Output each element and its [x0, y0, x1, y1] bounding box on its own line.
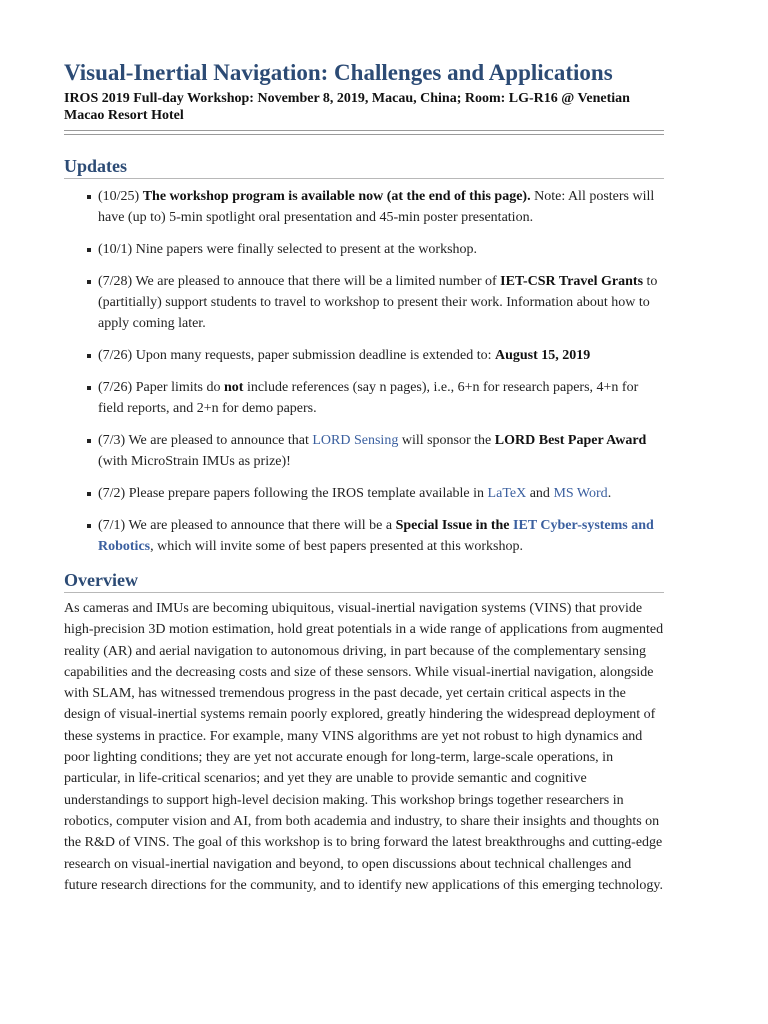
update-item: (7/1) We are pleased to announce that there will be a Special Issue in the IET Cyber-systems and Robotics, which will invite some of best papers presented at this workshop. [98, 515, 664, 557]
update-item: (7/28) We are pleased to annouce that there will be a limited number of IET-CSR Travel Grants to (partitially) support students to travel to workshop to present their work. Information about how to apply coming later. [98, 271, 664, 334]
lord-sensing-link[interactable]: LORD Sensing [312, 433, 399, 448]
bullet-icon [87, 248, 91, 252]
page-title: Visual-Inertial Navigation: Challenges and Applications [64, 60, 613, 85]
overview-heading: Overview [64, 570, 138, 590]
bullet-icon [87, 195, 91, 199]
title-divider [64, 130, 664, 135]
page-subtitle: IROS 2019 Full-day Workshop: November 8, 2019, Macau, China; Room: LG-R16 @ Venetian Macao Resort Hotel [64, 91, 630, 123]
bullet-icon [87, 524, 91, 528]
update-item: (7/2) Please prepare papers following the IROS template available in LaTeX and MS Word. [98, 483, 664, 504]
bullet-icon [87, 386, 91, 390]
update-item: (7/26) Paper limits do not include references (say n pages), i.e., 6+n for research papers, 4+n for field reports, and 2+n for demo papers. [98, 377, 664, 419]
bullet-icon [87, 492, 91, 496]
updates-list [64, 186, 664, 557]
bullet-icon [87, 280, 91, 284]
ms-word-template-link[interactable]: MS Word [553, 486, 608, 501]
bullet-icon [87, 439, 91, 443]
update-item: (10/1) Nine papers were finally selected to present at the workshop. [98, 239, 664, 260]
update-item: (10/25) The workshop program is available now (at the end of this page). Note: All posters will have (up to) 5-min spotlight oral presentation and 45-min poster presentation. [98, 186, 664, 228]
latex-template-link[interactable]: LaTeX [487, 486, 527, 501]
updates-divider [64, 178, 664, 179]
updates-heading: Updates [64, 156, 128, 176]
overview-divider [64, 592, 664, 593]
bullet-icon [87, 354, 91, 358]
overview-paragraph: As cameras and IMUs are becoming ubiquitous, visual-inertial navigation systems (VINS) that provide high-precision 3D motion estimation, hold great potentials in a wide range of applications from augmented reality (AR) and aerial navigation to autonomous driving, in part because of the complementary sensing capabilities and the decreasing costs and size of these sensors. While visual-inertial navigation, alongside with SLAM, has witnessed tremendous progress in the past decade, yet certain critical aspects in the design of visual-inertial systems remain poorly explored, greatly hindering the widespread deployment of these systems in practice. For example, many VINS algorithms are yet not robust to high dynamics and poor lighting conditions; they are yet not accurate enough for long-term, large-scale operations, in particular, in life-critical scenarios; and yet they are unable to provide semantic and cognitive understandings to support high-level decision making. This workshop brings together researchers in robotics, computer vision and AI, from both academia and industry, to share their insights and thoughts on the R&D of VINS. The goal of this workshop is to bring forward the latest breakthroughs and cutting-edge research on visual-inertial navigation and beyond, to open discussions about technical challenges and future research directions for the community, and to identify new applications of this emerging technology. [64, 601, 664, 893]
update-item: (7/3) We are pleased to announce that LORD Sensing will sponsor the LORD Best Paper Award (with MicroStrain IMUs as prize)! [98, 430, 664, 472]
iet-journal-link[interactable]: IET Cyber-systems and Robotics [98, 518, 654, 554]
update-item: (7/26) Upon many requests, paper submission deadline is extended to: August 15, 2019 [98, 345, 664, 366]
